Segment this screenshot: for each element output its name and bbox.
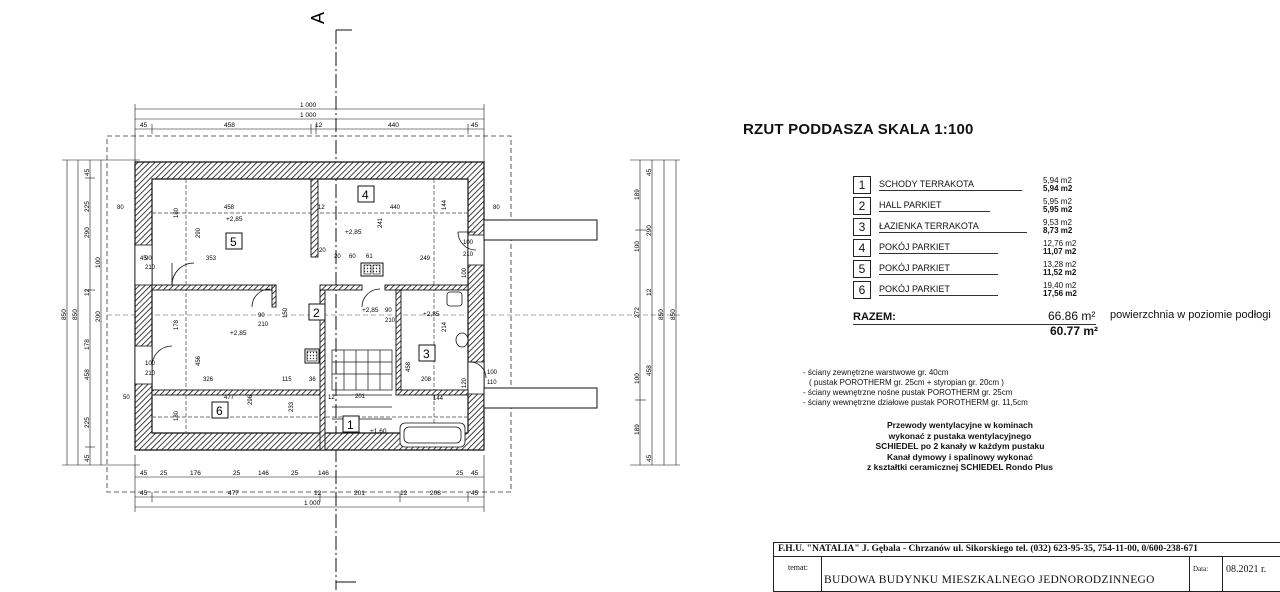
svg-text:180: 180 bbox=[174, 410, 180, 421]
floor-area-note: powierzchnia w poziomie podłogi bbox=[1110, 309, 1271, 321]
dim-right-6: 272 bbox=[634, 307, 641, 318]
height-room-2: +2,85 bbox=[362, 307, 379, 314]
dim-bottom-7: 146 bbox=[318, 470, 329, 477]
dim-left-2: 225 bbox=[84, 201, 91, 212]
svg-text:100: 100 bbox=[487, 370, 498, 376]
section-line bbox=[336, 30, 356, 590]
room-number: 4 bbox=[853, 239, 871, 257]
dim-right-total-b: 850 bbox=[670, 309, 677, 320]
room-row bbox=[853, 279, 1093, 300]
vent-note: Przewody wentylacyjne w kominach bbox=[887, 420, 1033, 430]
svg-text:440: 440 bbox=[390, 205, 401, 211]
room-number: 3 bbox=[853, 218, 871, 236]
svg-text:45: 45 bbox=[140, 256, 147, 262]
dim-bottom-8: 25 bbox=[456, 470, 464, 477]
dim-left-8: 458 bbox=[84, 369, 91, 380]
dim-left-10: 45 bbox=[84, 454, 91, 462]
dim-top-3: 12 bbox=[315, 122, 323, 129]
dim-right-total-a: 850 bbox=[658, 309, 665, 320]
plan-room-4: 4 bbox=[362, 188, 369, 202]
room-floor-area: 8,73 m2 bbox=[1043, 226, 1073, 235]
svg-text:233: 233 bbox=[289, 401, 295, 412]
svg-text:353: 353 bbox=[206, 256, 217, 262]
staircase bbox=[332, 350, 392, 419]
wall-notes bbox=[803, 368, 1028, 408]
room-number: 1 bbox=[853, 176, 871, 194]
svg-text:241: 241 bbox=[378, 217, 384, 228]
plan-room-3: 3 bbox=[423, 347, 430, 361]
total-label: RAZEM: bbox=[853, 311, 896, 323]
room-row bbox=[853, 174, 1093, 195]
room-name: SCHODY TERRAKOTA bbox=[879, 179, 975, 189]
room-area: 5,94 m2 bbox=[1043, 176, 1072, 185]
dim-left-6: 200 bbox=[95, 311, 102, 322]
dim-total-top-b: 1 000 bbox=[300, 112, 317, 119]
wall-note: - ściany zewnętrzne warstwowe gr. 40cm bbox=[803, 368, 949, 377]
divider bbox=[1222, 556, 1223, 591]
svg-text:208: 208 bbox=[421, 377, 432, 383]
dim-bottom-4: 25 bbox=[233, 470, 241, 477]
plan-room-5: 5 bbox=[230, 235, 237, 249]
dim-bottom-9: 45 bbox=[471, 470, 479, 477]
roof-windows bbox=[484, 220, 597, 408]
svg-text:458: 458 bbox=[406, 361, 412, 372]
svg-text:210: 210 bbox=[258, 322, 269, 328]
vent-note: SCHIEDEL po 2 kanały w każdym pustaku bbox=[875, 441, 1045, 451]
svg-text:210: 210 bbox=[463, 252, 474, 258]
plan-room-1: 1 bbox=[347, 418, 354, 432]
room-floor-area: 11,52 m2 bbox=[1043, 268, 1077, 277]
room-schedule bbox=[853, 174, 1093, 300]
plan-room-2: 2 bbox=[313, 306, 320, 320]
svg-text:144: 144 bbox=[442, 199, 448, 210]
svg-text:150: 150 bbox=[283, 307, 289, 318]
svg-text:296: 296 bbox=[248, 394, 254, 405]
dim-left-3: 100 bbox=[95, 257, 102, 268]
dim-bottom2-2: 477 bbox=[228, 490, 239, 497]
ventilation-notes bbox=[835, 420, 1085, 473]
divider bbox=[1189, 556, 1190, 591]
svg-text:20: 20 bbox=[319, 248, 326, 254]
svg-text:90: 90 bbox=[145, 256, 152, 262]
svg-text:178: 178 bbox=[174, 319, 180, 330]
room-floor-area: 17,56 m2 bbox=[1043, 289, 1077, 298]
dim-left-total-a: 850 bbox=[61, 309, 68, 320]
height-room-3: +2,85 bbox=[423, 311, 440, 318]
dim-left-5: 12 bbox=[84, 288, 91, 296]
svg-text:80: 80 bbox=[493, 205, 500, 211]
room-name: POKÓJ PARKIET bbox=[879, 263, 950, 273]
dim-bottom-2: 25 bbox=[160, 470, 168, 477]
dim-left-total-b: 850 bbox=[72, 309, 79, 320]
svg-text:20: 20 bbox=[334, 254, 341, 260]
room-row bbox=[853, 216, 1093, 237]
dim-right-3: 100 bbox=[634, 241, 641, 252]
dim-bottom2-7: 45 bbox=[471, 490, 479, 497]
dim-top-5: 45 bbox=[471, 122, 479, 129]
svg-text:12: 12 bbox=[328, 395, 335, 401]
dim-bottom2-6: 208 bbox=[430, 490, 441, 497]
svg-text:214: 214 bbox=[442, 321, 448, 332]
room-number: 2 bbox=[853, 197, 871, 215]
dim-right-9: 189 bbox=[634, 424, 641, 435]
dim-total-bottom: 1 000 bbox=[304, 500, 321, 507]
svg-text:60: 60 bbox=[349, 254, 356, 260]
room-floor-area: 11,07 m2 bbox=[1043, 247, 1077, 256]
dim-top-2: 458 bbox=[224, 122, 235, 129]
dim-left-7: 178 bbox=[84, 339, 91, 350]
room-number: 5 bbox=[853, 260, 871, 278]
room-row bbox=[853, 258, 1093, 279]
room-name: POKÓJ PARKIET bbox=[879, 284, 950, 294]
svg-text:61: 61 bbox=[366, 254, 373, 260]
drawing-title: RZUT PODDASZA SKALA 1:100 bbox=[743, 121, 974, 138]
height-room-6: +2,85 bbox=[230, 330, 247, 337]
room-row bbox=[853, 237, 1093, 258]
wall-note: - ściany wewnętrzne nośne pustak POROTHERM gr. 25cm bbox=[803, 388, 1013, 397]
dim-bottom2-5: 12 bbox=[400, 490, 408, 497]
vent-note: z kształtki ceramicznej SCHIEDEL Rondo Plus bbox=[867, 462, 1053, 472]
room-row bbox=[853, 195, 1093, 216]
dim-bottom-3: 176 bbox=[190, 470, 201, 477]
svg-text:290: 290 bbox=[196, 227, 202, 238]
room-area: 19,40 m2 bbox=[1043, 281, 1077, 290]
dim-bottom2-1: 45 bbox=[140, 490, 148, 497]
total-floor-area: 60.77 m² bbox=[1050, 324, 1099, 338]
title-block bbox=[773, 542, 1280, 592]
dim-left-1: 45 bbox=[84, 168, 91, 176]
plan-room-6: 6 bbox=[216, 404, 223, 418]
room-number: 6 bbox=[853, 281, 871, 299]
dim-left-4: 290 bbox=[84, 227, 91, 238]
project-name: BUDOWA BUDYNKU MIESZKALNEGO JEDNORODZINNEGO bbox=[824, 574, 1155, 586]
room-area: 13,28 m2 bbox=[1043, 260, 1077, 269]
dim-top-4: 440 bbox=[388, 122, 399, 129]
dim-bottom-5: 146 bbox=[258, 470, 269, 477]
dim-right-4: 290 bbox=[646, 225, 653, 236]
svg-text:458: 458 bbox=[224, 205, 235, 211]
room-floor-area: 5,95 m2 bbox=[1043, 205, 1073, 214]
svg-text:100: 100 bbox=[462, 267, 468, 278]
divider bbox=[821, 556, 822, 591]
dim-top-1: 45 bbox=[140, 122, 148, 129]
vent-note: Kanał dymowy i spalinowy wykonać bbox=[887, 451, 1033, 462]
svg-text:100: 100 bbox=[145, 361, 156, 367]
dim-bottom2-4: 201 bbox=[354, 490, 365, 497]
dim-right-8: 458 bbox=[646, 365, 653, 376]
section-mark: A bbox=[308, 11, 328, 24]
room-name: POKÓJ PARKIET bbox=[879, 242, 950, 252]
date-label: Data: bbox=[1193, 565, 1209, 573]
svg-text:110: 110 bbox=[487, 380, 497, 386]
svg-text:36: 36 bbox=[309, 377, 316, 383]
vent-note: wykonać z pustaka wentylacyjnego bbox=[888, 430, 1032, 441]
room-area: 9,53 m2 bbox=[1043, 218, 1072, 227]
room-floor-area: 5,94 m2 bbox=[1043, 184, 1073, 193]
dim-bottom2-3: 12 bbox=[314, 490, 322, 497]
dim-bottom-6: 25 bbox=[291, 470, 299, 477]
wall-note: - ściany wewnętrzne działowe pustak POROTHERM gr. 11,5cm bbox=[803, 398, 1028, 407]
svg-text:12: 12 bbox=[318, 205, 325, 211]
total-area: 66.86 m² bbox=[1048, 309, 1096, 323]
svg-text:326: 326 bbox=[203, 377, 214, 383]
date-value: 08.2021 r. bbox=[1226, 564, 1267, 575]
dim-right-5: 12 bbox=[646, 288, 653, 296]
dim-right-2: 189 bbox=[634, 189, 641, 200]
svg-text:115: 115 bbox=[282, 377, 292, 383]
dim-total-top-a: 1 000 bbox=[300, 102, 317, 109]
svg-text:50: 50 bbox=[123, 395, 130, 401]
dim-bottom-1: 45 bbox=[140, 470, 148, 477]
dim-right-7: 100 bbox=[634, 373, 641, 384]
svg-text:477: 477 bbox=[224, 395, 235, 401]
height-room-4: +2,85 bbox=[345, 229, 362, 236]
company-header: F.H.U. "NATALIA" J. Gębala - Chrzanów ul. Sikorskiego tel. (032) 623-95-35, 754-11-00, 0/600-238-671 bbox=[774, 543, 1280, 557]
wall-note: ( pustak POROTHERM gr. 25cm + styropian gr. 20cm ) bbox=[809, 378, 1004, 387]
svg-text:210: 210 bbox=[145, 371, 156, 377]
dim-left-9: 225 bbox=[84, 417, 91, 428]
room-area: 12,76 m2 bbox=[1043, 239, 1077, 248]
height-room-1: +1,60 bbox=[370, 428, 387, 435]
svg-text:201: 201 bbox=[355, 394, 366, 400]
svg-text:180: 180 bbox=[174, 207, 180, 218]
svg-text:144: 144 bbox=[433, 396, 444, 402]
height-room-5: +2,85 bbox=[226, 216, 243, 223]
room-name: ŁAZIENKA TERRAKOTA bbox=[879, 221, 979, 231]
room-name: HALL PARKIET bbox=[879, 200, 942, 210]
svg-text:90: 90 bbox=[385, 308, 392, 314]
svg-text:456: 456 bbox=[196, 355, 202, 366]
svg-text:80: 80 bbox=[117, 205, 124, 211]
svg-text:249: 249 bbox=[420, 256, 431, 262]
room-area: 5,95 m2 bbox=[1043, 197, 1072, 206]
svg-text:210: 210 bbox=[145, 265, 156, 271]
svg-text:210: 210 bbox=[385, 318, 396, 324]
dim-right-10: 45 bbox=[646, 454, 653, 462]
dim-right-1: 45 bbox=[646, 168, 653, 176]
svg-text:120: 120 bbox=[462, 377, 468, 388]
topic-label: temat: bbox=[788, 563, 808, 572]
svg-text:90: 90 bbox=[258, 313, 265, 319]
svg-text:100: 100 bbox=[463, 240, 474, 246]
